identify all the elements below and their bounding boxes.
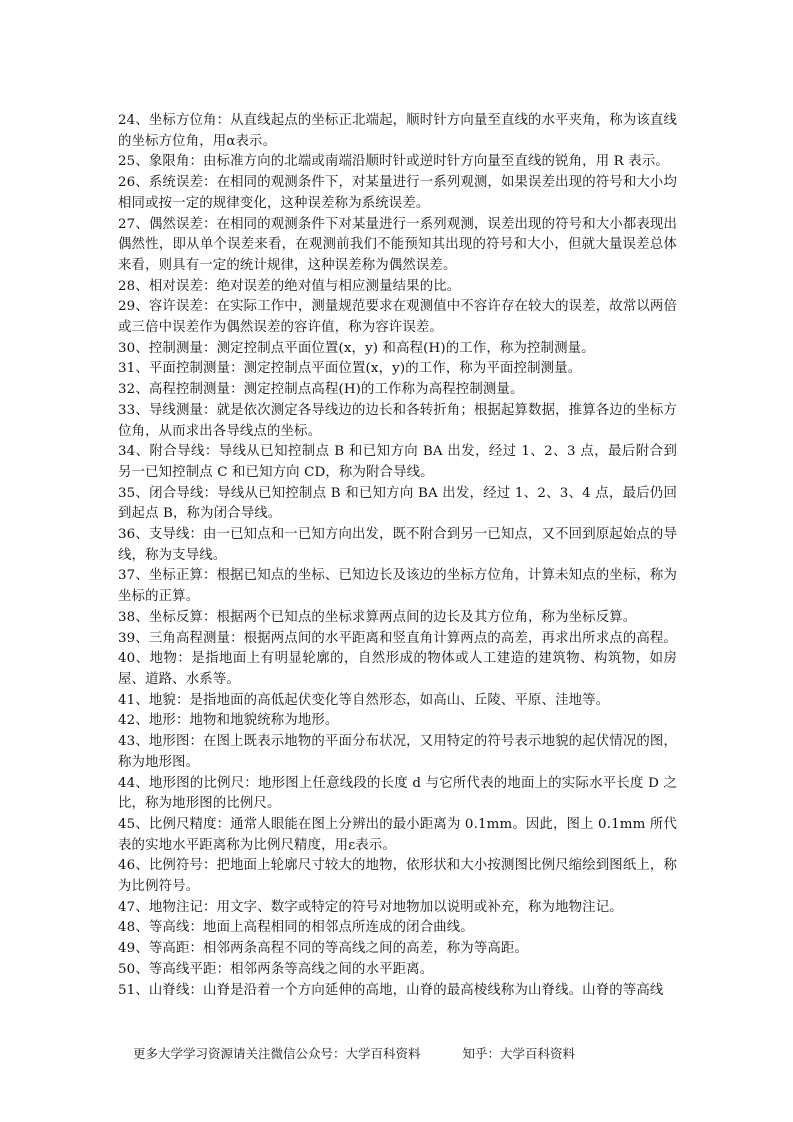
footer-zhihu-note: 知乎：大学百科资料	[462, 1046, 576, 1061]
page-footer	[133, 1044, 693, 1062]
entry-47: 47、地物注记：用文字、数字或特定的符号对地物加以说明或补充，称为地物注记。	[118, 899, 623, 915]
entry-25: 25、象限角：由标准方向的北端或南端沿顺时针或逆时针方向量至直线的锐角，用 R 表示。	[118, 154, 669, 170]
entry-34: 34、附合导线：导线从已知控制点 B 和已知方向 BA 出发，经过 1、2、3 点，最后附合到另一已知控制点 C 和已知方向 CD，称为附合导线。	[118, 444, 677, 480]
entry-38: 38、坐标反算：根据两个已知点的坐标求算两点间的边长及其方位角，称为坐标反算。	[118, 609, 637, 625]
entry-36: 36、支导线：由一已知点和一已知方向出发，既不附合到另一已知点，又不回到原起始点的导线，称为支导线。	[118, 527, 677, 563]
entry-45: 45、比例尺精度：通常人眼能在图上分辨出的最小距离为 0.1mm。因此，图上 0.1mm 所代表的实地水平距离称为比例尺精度，用ε表示。	[118, 816, 677, 853]
entry-46: 46、比例符号：把地面上轮廓尺寸较大的地物，依形状和大小按测图比例尺缩绘到图纸上，称为比例符号。	[118, 858, 677, 895]
entry-24: 24、坐标方位角：从直线起点的坐标正北端起，顺时针方向量至直线的水平夹角，称为该直线的坐标方位角，用α表示。	[118, 113, 677, 149]
entry-32: 32、高程控制测量：测定控制点高程(H)的工作称为高程控制测量。	[118, 382, 524, 398]
definitions-list	[118, 111, 677, 1001]
entry-33: 33、导线测量：就是依次测定各导线边的边长和各转折角；根据起算数据，推算各边的坐标方位角，从而求出各导线点的坐标。	[118, 402, 677, 439]
entry-41: 41、地貌：是指地面的高低起伏变化等自然形态，如高山、丘陵、平原、洼地等。	[118, 692, 610, 708]
entry-40: 40、地物：是指地面上有明显轮廓的，自然形成的物体或人工建造的建筑物、构筑物，如房屋、道路、水系等。	[118, 651, 677, 687]
entry-39: 39、三角高程测量：根据两点间的水平距离和竖直角计算两点的高差，再求出所求点的高程。	[118, 630, 677, 646]
entry-48: 48、等高线：地面上高程相同的相邻点所连成的闭合曲线。	[118, 920, 474, 936]
entry-51: 51、山脊线：山脊是沿着一个方向延伸的高地，山脊的最高棱线称为山脊线。山脊的等高线	[118, 982, 664, 998]
entry-37: 37、坐标正算：根据已知点的坐标、已知边长及该边的坐标方位角，计算未知点的坐标，称为坐标的正算。	[118, 568, 677, 605]
entry-26: 26、系统误差：在相同的观测条件下，对某量进行一系列观测，如果误差出现的符号和大小均相同或按一定的规律变化，这种误差称为系统误差。	[118, 175, 677, 211]
entry-42: 42、地形：地物和地貌统称为地形。	[118, 713, 339, 729]
entry-35: 35、闭合导线：导线从已知控制点 B 和已知方向 BA 出发，经过 1、2、3、4 点，最后仍回到起点 B，称为闭合导线。	[118, 485, 677, 522]
entry-31: 31、平面控制测量：测定控制点平面位置(x，y)的工作，称为平面控制测量。	[118, 361, 582, 377]
entry-28: 28、相对误差：绝对误差的绝对值与相应测量结果的比。	[118, 278, 461, 294]
entry-49: 49、等高距：相邻两条高程不同的等高线之间的高差，称为等高距。	[118, 941, 529, 957]
footer-wechat-note: 更多大学学习资源请关注微信公众号：大学百科资料	[133, 1046, 421, 1061]
entry-27: 27、偶然误差：在相同的观测条件下对某量进行一系列观测，误差出现的符号和大小都表现出偶然性，即从单个误差来看，在观测前我们不能预知其出现的符号和大小，但就大量误差总体来看，则具有一定的统计规律，这种误差称为偶然误差。	[118, 216, 677, 273]
entry-29: 29、容许误差：在实际工作中，测量规范要求在观测值中不容许存在较大的误差，故常以两倍或三倍中误差作为偶然误差的容许值，称为容许误差。	[118, 299, 677, 336]
entry-30: 30、控制测量：测定控制点平面位置(x，y) 和高程(H)的工作，称为控制测量。	[118, 340, 595, 356]
entry-43: 43、地形图：在图上既表示地物的平面分布状况，又用特定的符号表示地貌的起伏情况的图，称为地形图。	[118, 734, 677, 770]
entry-50: 50、等高线平距：相邻两条等高线之间的水平距离。	[118, 961, 434, 977]
entry-44: 44、地形图的比例尺：地形图上任意线段的长度 d 与它所代表的地面上的实际水平长度 D 之比，称为地形图的比例尺。	[118, 775, 677, 812]
